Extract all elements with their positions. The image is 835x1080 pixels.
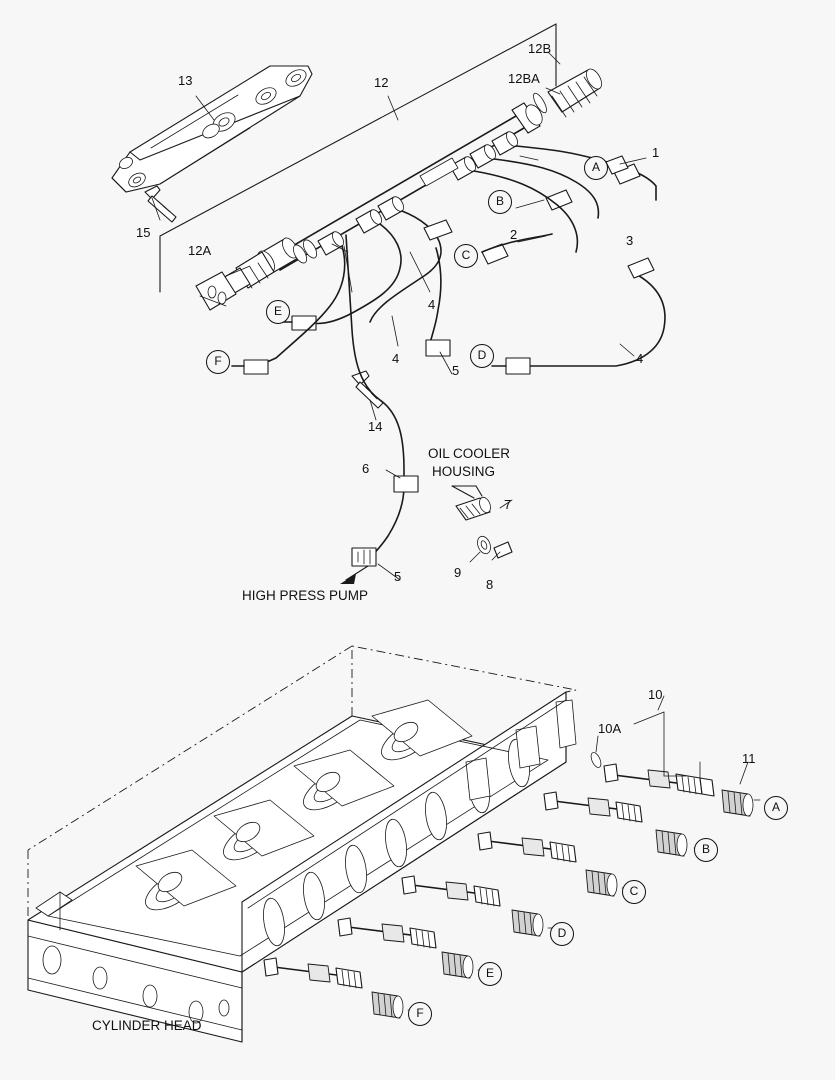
injector-f xyxy=(264,958,403,1018)
title-oil-cooler-line2: HOUSING xyxy=(432,464,496,479)
callout-4-a: 4 xyxy=(428,297,436,312)
balloon-a-top: A xyxy=(584,156,608,180)
callout-4-b: 4 xyxy=(392,351,400,366)
callout-13: 13 xyxy=(178,73,193,88)
injector-c xyxy=(478,832,617,896)
balloon-b-top: B xyxy=(488,190,512,214)
balloon-e-bottom: E xyxy=(478,962,502,986)
balloon-d-bottom: D xyxy=(550,922,574,946)
balloon-f-top: F xyxy=(206,350,230,374)
title-cylinder-head: CYLINDER HEAD xyxy=(92,1018,202,1033)
callout-5-b: 5 xyxy=(394,569,402,584)
injector-a xyxy=(589,751,753,816)
callout-2: 2 xyxy=(510,227,518,242)
balloon-d-top: D xyxy=(470,344,494,368)
callout-10: 10 xyxy=(648,687,663,702)
callout-5-a: 5 xyxy=(452,363,460,378)
injector-e xyxy=(338,918,473,978)
callout-11: 11 xyxy=(742,751,756,766)
callout-3: 3 xyxy=(626,233,634,248)
injector-d xyxy=(402,876,543,936)
callout-12B: 12B xyxy=(528,41,552,56)
callout-9: 9 xyxy=(454,565,462,580)
part-12A-sensor xyxy=(196,252,274,310)
balloon-f-bottom: F xyxy=(408,1002,432,1026)
title-oil-cooler-line1: OIL COOLER xyxy=(428,446,511,461)
balloon-e-top: E xyxy=(266,300,290,324)
part-13-bracket xyxy=(112,66,312,192)
fuel-lines-right xyxy=(474,146,665,374)
callout-15: 15 xyxy=(136,225,151,240)
balloon-c-top: C xyxy=(454,244,478,268)
callout-1: 1 xyxy=(652,145,660,160)
callout-6: 6 xyxy=(362,461,370,476)
balloon-c-bottom: C xyxy=(622,880,646,904)
callout-4-c: 4 xyxy=(636,351,644,366)
balloon-a-bottom: A xyxy=(764,796,788,820)
callout-14: 14 xyxy=(368,419,383,434)
callout-7: 7 xyxy=(504,497,512,512)
callout-12BA: 12BA xyxy=(508,71,540,86)
callout-12: 12 xyxy=(374,75,389,90)
callout-10A: 10A xyxy=(598,721,622,736)
part-15-bolt xyxy=(145,186,176,222)
balloon-b-bottom: B xyxy=(694,838,718,862)
callout-8: 8 xyxy=(486,577,494,592)
title-high-press-pump: HIGH PRESS PUMP xyxy=(242,588,369,603)
parts-7-8-9 xyxy=(452,486,512,558)
part-14-bolt xyxy=(352,371,383,408)
callout-12A: 12A xyxy=(188,243,212,258)
fuel-lines-left xyxy=(232,211,452,374)
